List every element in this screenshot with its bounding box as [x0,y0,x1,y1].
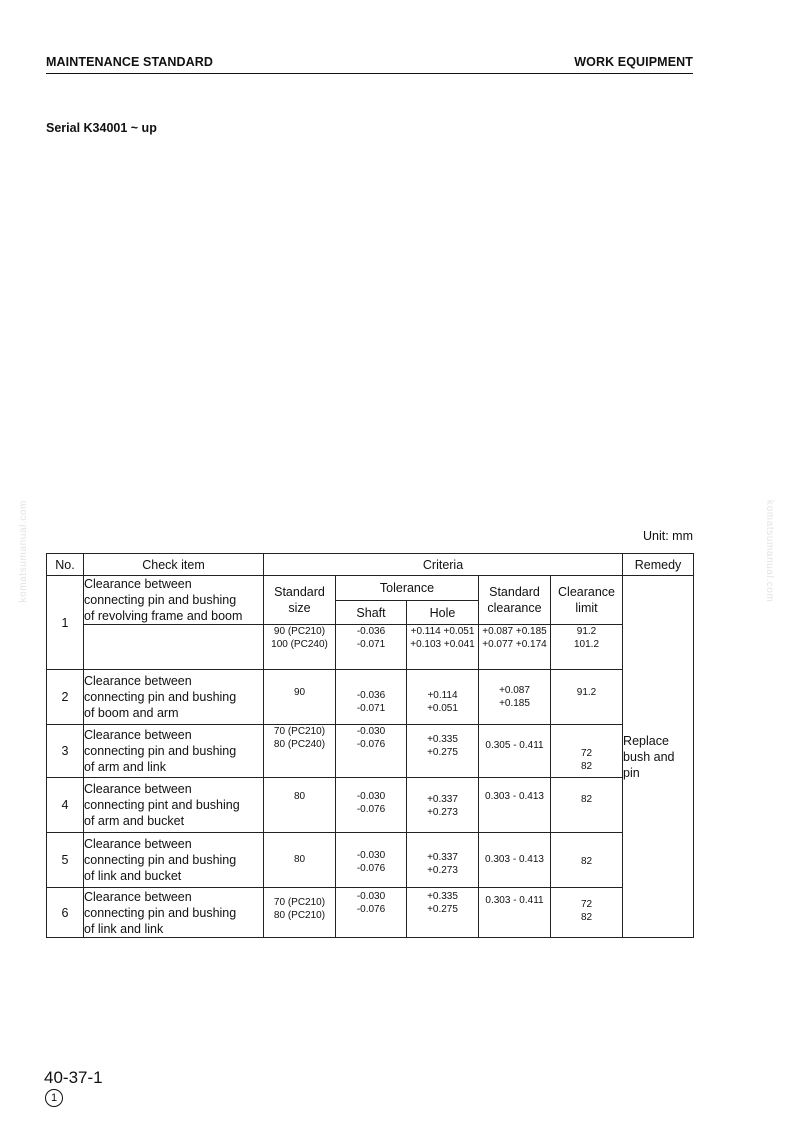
header-tolerance: Tolerance [336,576,479,601]
row-number: 6 [47,888,84,938]
header-criteria: Criteria [264,554,623,576]
page-number: 40-37-1 [44,1068,103,1087]
clearance-limit-value: 72 82 [551,888,623,938]
page-header [46,55,693,74]
clearance-limit-value: 91.2 101.2 [551,625,623,670]
shaft-tolerance: -0.036 -0.071 [336,625,407,670]
standard-size-value: 80 [264,778,336,833]
unit-label: Unit: mm [643,529,693,543]
table-header-row [47,554,694,576]
check-item: Clearance between connecting pin and bushing of link and bucket [84,833,264,888]
table-row [47,833,694,888]
header-check-item: Check item [84,554,264,576]
hole-tolerance: +0.335 +0.275 [407,725,479,778]
standard-size-value: 80 [264,833,336,888]
standard-clearance-value: 0.303 - 0.413 [479,778,551,833]
clearance-limit-value: 91.2 [551,670,623,725]
hole-tolerance: +0.337 +0.273 [407,778,479,833]
row-number: 3 [47,725,84,778]
table-row [47,725,694,778]
shaft-tolerance: -0.030 -0.076 [336,888,407,938]
row-number: 5 [47,833,84,888]
subsection-title: WORK EQUIPMENT [574,55,693,69]
standard-clearance-value: +0.087 +0.185 +0.077 +0.174 [479,625,551,670]
standard-clearance-value: 0.305 - 0.411 [479,725,551,778]
shaft-tolerance: -0.030 -0.076 [336,833,407,888]
revision-mark: 1 [45,1089,63,1107]
hole-tolerance: +0.114 +0.051 +0.103 +0.041 [407,625,479,670]
standard-clearance-value: +0.087 +0.185 [479,670,551,725]
header-remedy: Remedy [623,554,694,576]
standard-size-value: 70 (PC210) 80 (PC240) [264,725,336,778]
watermark-right: komatsumanual.com [764,500,775,603]
remedy-cell: Replace bush and pin [623,576,694,938]
table-row [47,576,694,601]
header-clearance-limit: Clearance limit [551,576,623,625]
clearance-limit-value: 82 [551,833,623,888]
header-shaft: Shaft [336,601,407,625]
row-number: 4 [47,778,84,833]
check-item: Clearance between connecting pin and bushing of arm and link [84,725,264,778]
shaft-tolerance: -0.036 -0.071 [336,670,407,725]
clearance-limit-value: 72 82 [551,725,623,778]
clearance-limit-value: 82 [551,778,623,833]
check-item: Clearance between connecting pin and bushing of boom and arm [84,670,264,725]
check-item: Clearance between connecting pin and bushing of revolving frame and boom [84,576,264,625]
section-title: MAINTENANCE STANDARD [46,55,214,69]
hole-tolerance: +0.114 +0.051 [407,670,479,725]
standard-clearance-value: 0.303 - 0.411 [479,888,551,938]
watermark-left: komatsumanual.com [18,500,29,603]
header-standard-clearance: Standard clearance [479,576,551,625]
shaft-tolerance: -0.030 -0.076 [336,725,407,778]
table-row [47,670,694,725]
maintenance-standard-table [46,553,694,938]
standard-size-value: 90 [264,670,336,725]
standard-clearance-value: 0.303 - 0.413 [479,833,551,888]
standard-size-value: 70 (PC210) 80 (PC210) [264,888,336,938]
hole-tolerance: +0.337 +0.273 [407,833,479,888]
hole-tolerance: +0.335 +0.275 [407,888,479,938]
row-number: 1 [47,576,84,670]
standard-size-value: 90 (PC210) 100 (PC240) [264,625,336,670]
header-no: No. [47,554,84,576]
serial-range: Serial K34001 ~ up [46,121,157,135]
table-row-values [47,625,694,670]
check-item: Clearance between connecting pin and bushing of link and link [84,888,264,938]
header-hole: Hole [407,601,479,625]
check-item: Clearance between connecting pint and bushing of arm and bucket [84,778,264,833]
table-row [47,888,694,938]
row-number: 2 [47,670,84,725]
header-standard-size: Standard size [264,576,336,625]
shaft-tolerance: -0.030 -0.076 [336,778,407,833]
table-row [47,778,694,833]
